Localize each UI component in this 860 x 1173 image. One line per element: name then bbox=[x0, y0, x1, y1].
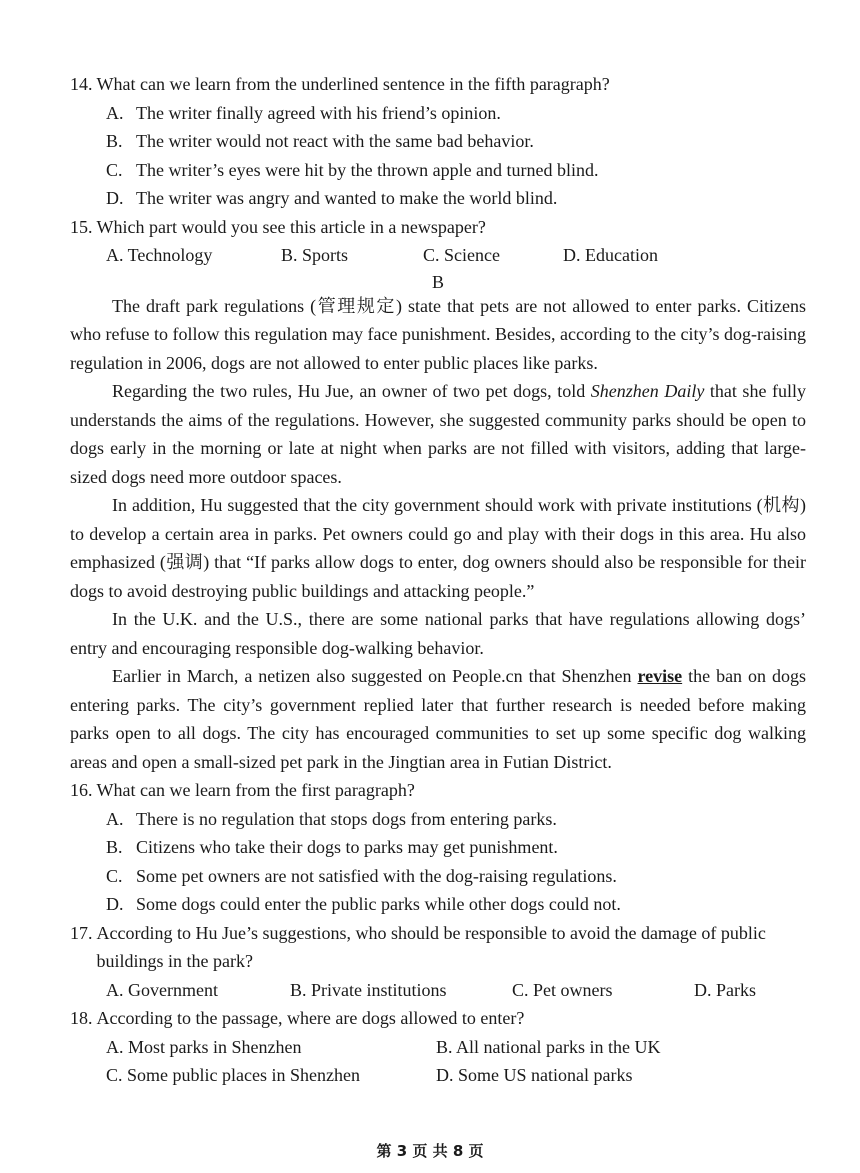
option-row bbox=[70, 1061, 806, 1090]
option-c: C. Pet owners bbox=[512, 979, 613, 1000]
passage-b bbox=[70, 292, 806, 777]
paragraph-1: The draft park regulations (管理规定) state that pets are not allowed to enter parks. Citizens who refuse to follow this regulation may face punishment. Besides, according to the city’s dog-raising regulation in 2006, dogs are not allowed to enter public places like parks. bbox=[70, 295, 806, 373]
paragraph-2: Regarding the two rules, Hu Jue, an owner of two pet dogs, told Shenzhen Daily that she fully understands the aims of the regulations. However, she suggested community parks should be open to dogs early in the morning or late at night when parks are not filled with visitors, adding that large-sized dogs need more outdoor spaces. bbox=[70, 381, 806, 487]
question-number: 17. bbox=[70, 922, 93, 943]
paragraph-4: In the U.K. and the U.S., there are some national parks that have regulations allowing dogs’ entry and encouraging responsible dog-walking behavior. bbox=[70, 609, 806, 658]
question-stem: According to the passage, where are dogs allowed to enter? bbox=[96, 1008, 525, 1028]
paragraph-5: Earlier in March, a netizen also suggested on People.cn that Shenzhen revise the ban on dogs entering parks. The city’s government replied later that further research is needed before making parks open to all dogs. The city has encouraged communities to set up some specific dog walking areas and open a small-sized pet park in the Jingtian area in Futian District. bbox=[70, 666, 806, 772]
option-d: D. Education bbox=[563, 245, 658, 265]
question-stem: What can we learn from the underlined sentence in the fifth paragraph? bbox=[96, 74, 610, 94]
option-b: B. All national parks in the UK bbox=[436, 1036, 661, 1057]
option-b: B. Sports bbox=[281, 245, 349, 265]
page-footer: 第 3 页 共 8 页 bbox=[376, 1141, 484, 1160]
option-a: A. Most parks in Shenzhen bbox=[106, 1036, 302, 1057]
option-row bbox=[70, 1033, 806, 1062]
option-a: A. Government bbox=[106, 979, 218, 1000]
question-number: 15. bbox=[70, 216, 93, 237]
question-14 bbox=[70, 70, 806, 213]
question-stem: According to Hu Jue’s suggestions, who should be responsible to avoid the damage of public buildings in the park? bbox=[96, 922, 766, 971]
option-list bbox=[70, 99, 806, 213]
paragraph-3: In addition, Hu suggested that the city government should work with private institutions (机构) to develop a certain area in parks. Pet owners could go and play with their dogs in this area. Hu also emphasized (强调) that “If parks allow dogs to enter, dog owners should also be responsible for their dogs to avoid destroying public buildings and attacking people.” bbox=[70, 495, 806, 601]
question-number: 18. bbox=[70, 1008, 93, 1028]
option-a: A. There is no regulation that stops dogs from entering parks. bbox=[106, 808, 557, 829]
question-stem: Which part would you see this article in a newspaper? bbox=[96, 216, 486, 237]
question-number: 16. bbox=[70, 780, 93, 800]
option-c: C. Some pet owners are not satisfied with the dog-raising regulations. bbox=[106, 865, 617, 886]
option-c: C. The writer’s eyes were hit by the thrown apple and turned blind. bbox=[106, 159, 599, 180]
option-a: A. Technology bbox=[106, 245, 213, 265]
option-c: C. Some public places in Shenzhen bbox=[106, 1065, 360, 1085]
option-c: C. Science bbox=[423, 245, 500, 265]
newspaper-title: Shenzhen Daily bbox=[590, 381, 705, 401]
option-b: B. Citizens who take their dogs to parks may get punishment. bbox=[106, 837, 558, 857]
option-b: B. The writer would not react with the same bad behavior. bbox=[106, 131, 534, 151]
underlined-word: revise bbox=[637, 666, 683, 686]
option-a: A. The writer finally agreed with his friend’s opinion. bbox=[106, 102, 501, 123]
question-18 bbox=[70, 1004, 806, 1090]
question-17 bbox=[70, 919, 806, 1005]
section-label: B bbox=[431, 271, 444, 292]
option-row bbox=[70, 241, 806, 270]
question-stem: What can we learn from the first paragraph? bbox=[96, 780, 415, 800]
option-d: D. Some US national parks bbox=[436, 1065, 633, 1085]
option-row bbox=[70, 976, 806, 1005]
option-d: D. The writer was angry and wanted to make the world blind. bbox=[106, 188, 558, 208]
option-d: D. Some dogs could enter the public parks while other dogs could not. bbox=[106, 894, 621, 914]
option-list bbox=[70, 805, 806, 919]
question-16 bbox=[70, 776, 806, 919]
option-b: B. Private institutions bbox=[290, 979, 447, 1000]
option-d: D. Parks bbox=[694, 979, 756, 1000]
question-number: 14. bbox=[70, 74, 93, 94]
question-15 bbox=[70, 213, 806, 270]
